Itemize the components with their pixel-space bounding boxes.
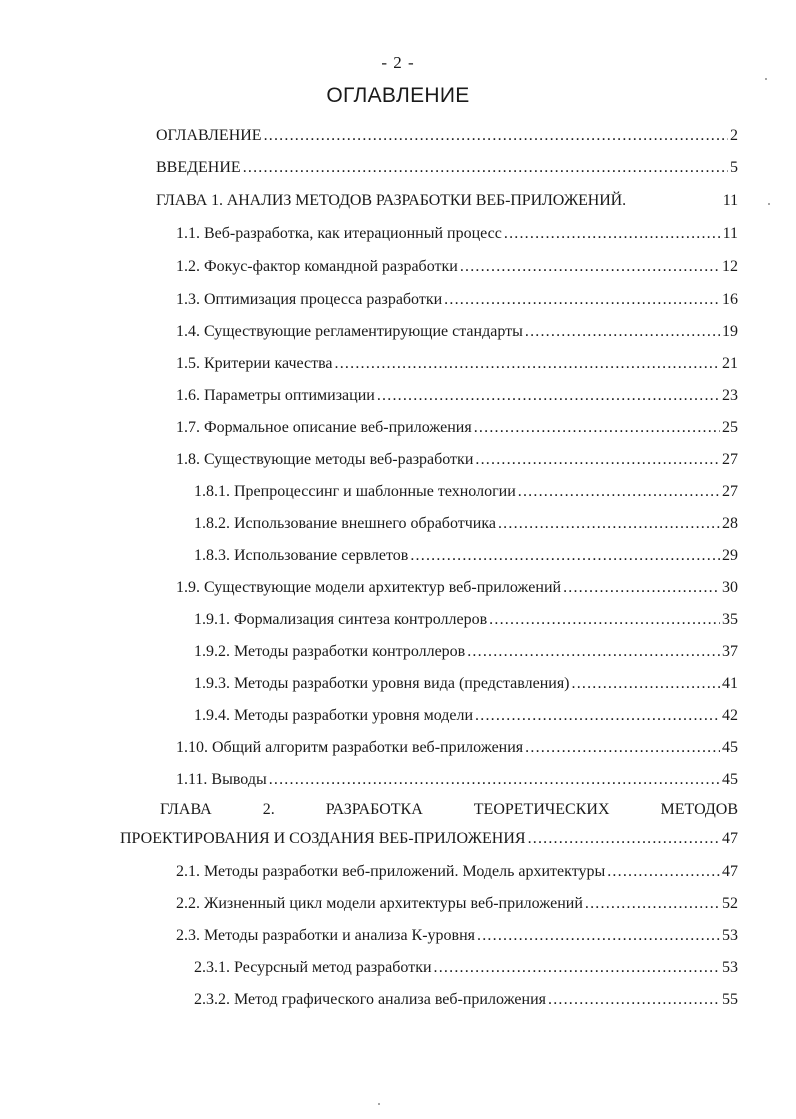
scan-speck	[378, 1103, 380, 1105]
toc-entry-title: 1.5. Критерии качества	[176, 355, 333, 372]
toc-entry-title: 1.10. Общий алгоритм разработки веб-приложения	[176, 739, 524, 756]
chapter-2-word: 2.	[262, 801, 275, 818]
toc-entry-1-9-1	[194, 610, 738, 630]
toc-entry-page: 42	[722, 707, 738, 724]
toc-entry-title: 1.8.2. Использование внешнего обработчика	[194, 515, 496, 532]
toc-entry-title: 1.4. Существующие регламентирующие стандарты	[176, 323, 523, 340]
toc-leader-dots	[498, 514, 720, 534]
toc-entry-page: 47	[722, 830, 738, 847]
toc-entry-title: 1.9.1. Формализация синтеза контроллеров	[194, 611, 488, 628]
toc-leader-dots	[377, 386, 720, 406]
toc-entry-page: 11	[722, 192, 738, 209]
toc-entry-title: 1.8.3. Использование сервлетов	[194, 547, 409, 564]
toc-entry-1-6	[176, 386, 738, 406]
toc-entry-1-9-3	[194, 674, 738, 694]
toc-entry-chapter-2-line-2	[120, 829, 738, 849]
toc-entry-1-10	[176, 738, 738, 758]
toc-entry-title: ОГЛАВЛЕНИЕ	[156, 127, 262, 144]
toc-entry-page: 53	[722, 927, 738, 944]
toc-entry-1-8-2	[194, 514, 738, 534]
toc-entry-chapter-1	[156, 191, 738, 211]
toc-entry-title: 1.9.4. Методы разработки уровня модели	[194, 707, 474, 724]
toc-entry-page: 52	[722, 895, 738, 912]
toc-entry-page: 12	[722, 258, 738, 275]
toc-entry-title: 2.1. Методы разработки веб-приложений. Модель архитектуры	[176, 863, 606, 880]
toc-leader-dots	[489, 610, 720, 630]
toc-entry-2-2	[176, 894, 738, 914]
toc-entry-1-9	[176, 578, 738, 598]
toc-entry-2-3-1	[194, 958, 738, 978]
toc-entry-page: 5	[730, 159, 738, 176]
toc-entry-title: 1.11. Выводы	[176, 771, 267, 788]
toc-entry-title: 1.3. Оптимизация процесса разработки	[176, 291, 443, 308]
toc-leader-dots	[243, 158, 728, 178]
toc-entry-2-3	[176, 926, 738, 946]
toc-entry-1-7	[176, 418, 738, 438]
toc-entry-page: 41	[722, 675, 738, 692]
toc-entry-title: 1.2. Фокус-фактор командной разработки	[176, 258, 458, 275]
toc-leader-dots	[572, 674, 721, 694]
toc-leader-dots	[460, 257, 720, 277]
chapter-2-word: РАЗРАБОТКА	[325, 801, 423, 818]
toc-entry-page: 28	[722, 515, 738, 532]
toc-leader-dots	[504, 224, 721, 244]
toc-leader-dots	[477, 926, 720, 946]
toc-leader-dots	[475, 706, 720, 726]
toc-leader-dots	[475, 450, 720, 470]
toc-entry-1-8-1	[194, 482, 738, 502]
toc-entry-2-3-2	[194, 990, 738, 1010]
toc-entry-1-4	[176, 322, 738, 342]
toc-entry-page: 19	[722, 323, 738, 340]
toc-entry-title: 1.8. Существующие методы веб-разработки	[176, 451, 474, 468]
page-number: - 2 -	[381, 53, 415, 72]
toc-entry-page: 55	[722, 991, 738, 1008]
toc-entry-1-8-3	[194, 546, 738, 566]
toc-entry-title: 1.8.1. Препроцессинг и шаблонные технологии	[194, 483, 516, 500]
toc-leader-dots	[525, 738, 720, 758]
toc-entry-title: ГЛАВА 1. АНАЛИЗ МЕТОДОВ РАЗРАБОТКИ ВЕБ-ПРИЛОЖЕНИЙ.	[156, 192, 627, 209]
toc-leader-dots	[410, 546, 720, 566]
toc-entry-page: 30	[722, 579, 738, 596]
toc-leader-dots	[474, 418, 720, 438]
toc-entry-page: 2	[730, 127, 738, 144]
toc-entry-1-3	[176, 290, 738, 310]
toc-leader-dots	[444, 290, 720, 310]
toc-entry-page: 25	[722, 419, 738, 436]
toc-entry-1-11	[176, 770, 738, 790]
toc-entry-title: 1.9.3. Методы разработки уровня вида (представления)	[194, 675, 570, 692]
toc-entry-1-2	[176, 257, 738, 277]
toc-entry-contents	[156, 126, 738, 146]
toc-leader-dots	[467, 642, 720, 662]
toc-entry-page: 35	[722, 611, 738, 628]
toc-leader-dots	[264, 126, 728, 146]
toc-entry-page: 27	[722, 451, 738, 468]
toc-leader-dots	[525, 322, 720, 342]
toc-entry-title: 1.1. Веб-разработка, как итерационный процесс	[176, 225, 502, 242]
page-title: ОГЛАВЛЕНИЕ	[326, 84, 470, 107]
toc-entry-title: ВВЕДЕНИЕ	[156, 159, 241, 176]
toc-leader-dots	[607, 862, 720, 882]
toc-entry-title: 2.3.1. Ресурсный метод разработки	[194, 959, 432, 976]
scan-speck	[765, 78, 767, 80]
toc-entry-page: 53	[722, 959, 738, 976]
toc-entry-page: 21	[722, 355, 738, 372]
toc-leader-dots	[518, 482, 720, 502]
toc-entry-page: 29	[722, 547, 738, 564]
toc-entry-1-9-4	[194, 706, 738, 726]
toc-entry-page: 23	[722, 387, 738, 404]
toc-entry-title: 2.3. Методы разработки и анализа К-уровня	[176, 927, 476, 944]
toc-leader-dots	[269, 770, 720, 790]
toc-leader-dots	[548, 990, 720, 1010]
toc-entry-title: 2.3.2. Метод графического анализа веб-приложения	[194, 991, 546, 1008]
scan-speck	[768, 203, 770, 205]
chapter-2-word: ТЕОРЕТИЧЕСКИХ	[473, 801, 610, 818]
toc-leader-dots	[335, 354, 720, 374]
toc-entry-page: 27	[722, 483, 738, 500]
toc-entry-introduction	[156, 158, 738, 178]
toc-entry-page: 45	[722, 771, 738, 788]
toc-leader-dots	[528, 829, 720, 849]
toc-entry-title: 2.2. Жизненный цикл модели архитектуры веб-приложений	[176, 895, 583, 912]
toc-entry-page: 16	[722, 291, 738, 308]
toc-entry-page: 45	[722, 739, 738, 756]
toc-entry-2-1	[176, 862, 738, 882]
toc-entry-1-1	[176, 224, 738, 244]
toc-entry-title: 1.7. Формальное описание веб-приложения	[176, 419, 472, 436]
toc-entry-1-5	[176, 354, 738, 374]
toc-entry-title: 1.9.2. Методы разработки контроллеров	[194, 643, 466, 660]
chapter-2-word: МЕТОДОВ	[660, 801, 738, 818]
toc-entry-title: ПРОЕКТИРОВАНИЯ И СОЗДАНИЯ ВЕБ-ПРИЛОЖЕНИЯ	[120, 830, 526, 847]
toc-entry-1-9-2	[194, 642, 738, 662]
toc-entry-page: 37	[722, 643, 738, 660]
toc-leader-dots	[563, 578, 720, 598]
toc-entry-page: 11	[722, 225, 738, 242]
toc-entry-chapter-2-line-1	[160, 800, 738, 820]
toc-entry-page: 47	[722, 863, 738, 880]
toc-entry-title: 1.6. Параметры оптимизации	[176, 387, 375, 404]
chapter-2-word: ГЛАВА	[160, 801, 212, 818]
toc-leader-dots	[585, 894, 720, 914]
toc-entry-1-8	[176, 450, 738, 470]
toc-leader-dots	[434, 958, 720, 978]
toc-entry-title: 1.9. Существующие модели архитектур веб-приложений	[176, 579, 562, 596]
